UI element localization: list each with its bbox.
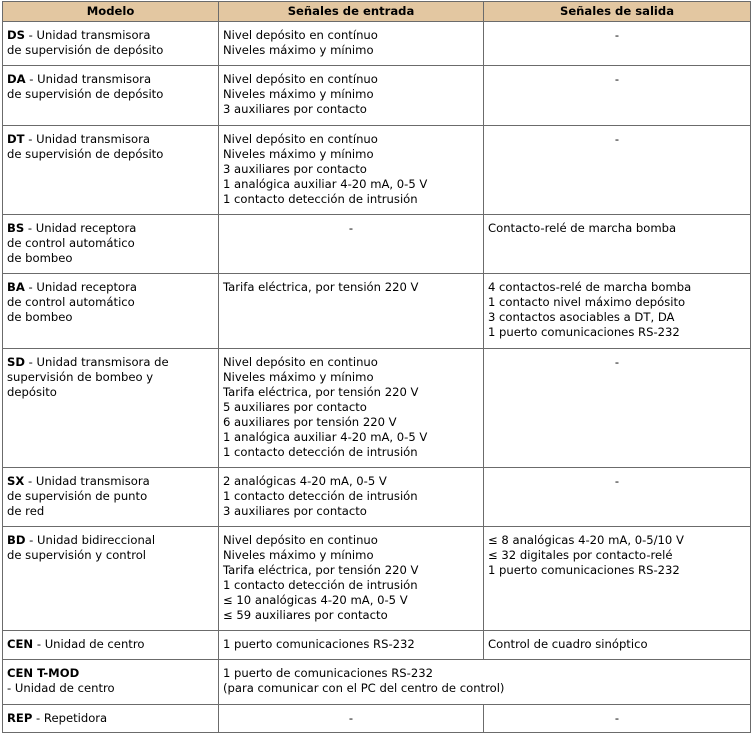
models-table: [2, 1, 751, 733]
model-description: - Unidad transmisora de supervisión de depósito: [7, 72, 164, 101]
model-description: - Unidad transmisora de supervisión de punto de red: [7, 474, 150, 518]
model-description: - Unidad bidireccional de supervisión y control: [7, 533, 156, 562]
table-row: [3, 631, 751, 660]
output-cell: -: [484, 66, 751, 126]
model-code: BD: [7, 533, 26, 547]
output-cell: -: [484, 705, 751, 733]
output-cell: -: [484, 468, 751, 527]
table-row: [3, 468, 751, 527]
model-cell: [3, 349, 219, 468]
input-cell: 1 puerto comunicaciones RS-232: [219, 631, 484, 660]
output-cell: Contacto-relé de marcha bomba: [484, 215, 751, 274]
input-cell: Nivel depósito en contínuo Niveles máximo y mínimo: [219, 22, 484, 66]
model-code: CEN: [7, 637, 34, 651]
model-description: - Unidad transmisora de supervisión de depósito: [7, 132, 164, 161]
output-cell: ≤ 8 analógicas 4-20 mA, 0-5/10 V ≤ 32 digitales por contacto-relé 1 puerto comunicaciones RS-232: [484, 527, 751, 631]
model-description: - Unidad transmisora de supervisión de depósito: [7, 28, 164, 57]
table-row: [3, 705, 751, 733]
input-cell: -: [219, 215, 484, 274]
model-cell: [3, 66, 219, 126]
input-cell: Nivel depósito en continuo Niveles máximo y mínimo Tarifa eléctrica, por tensión 220 V 1 contacto detección de intrusión ≤ 10 analógicas 4-20 mA, 0-5 V ≤ 59 auxiliares por contacto: [219, 527, 484, 631]
model-description: - Repetidora: [32, 711, 108, 725]
input-cell: -: [219, 705, 484, 733]
model-code: REP: [7, 711, 33, 725]
table-row: [3, 126, 751, 215]
model-cell: [3, 527, 219, 631]
model-code: DT: [7, 132, 25, 146]
model-description: - Unidad de centro: [7, 681, 115, 695]
header-senales-salida: Señales de salida: [484, 2, 751, 22]
input-cell: 2 analógicas 4-20 mA, 0-5 V 1 contacto detección de intrusión 3 auxiliares por contacto: [219, 468, 484, 527]
output-cell: Control de cuadro sinóptico: [484, 631, 751, 660]
model-cell: [3, 274, 219, 349]
model-description: - Unidad receptora de control automático de bombeo: [7, 280, 137, 324]
model-cell: [3, 215, 219, 274]
model-cell: [3, 705, 219, 733]
model-cell: [3, 468, 219, 527]
table-row: [3, 660, 751, 705]
table-row: [3, 527, 751, 631]
model-code: SD: [7, 355, 25, 369]
input-cell: Tarifa eléctrica, por tensión 220 V: [219, 274, 484, 349]
model-code: SX: [7, 474, 25, 488]
header-senales-entrada: Señales de entrada: [219, 2, 484, 22]
model-cell: [3, 631, 219, 660]
input-cell: Nivel depósito en contínuo Niveles máximo y mínimo 3 auxiliares por contacto: [219, 66, 484, 126]
model-description: - Unidad de centro: [33, 637, 145, 651]
table-row: [3, 349, 751, 468]
input-cell: Nivel depósito en contínuo Niveles máximo y mínimo 3 auxiliares por contacto 1 analógica auxiliar 4-20 mA, 0-5 V 1 contacto detección de intrusión: [219, 126, 484, 215]
output-cell: -: [484, 22, 751, 66]
output-cell: -: [484, 126, 751, 215]
table-row: [3, 215, 751, 274]
table-row: [3, 22, 751, 66]
model-description: - Unidad transmisora de supervisión de bombeo y depósito: [7, 355, 169, 399]
model-description: - Unidad receptora de control automático de bombeo: [7, 221, 137, 265]
model-code: CEN T-MOD: [7, 666, 80, 680]
model-cell: [3, 660, 219, 705]
model-cell: [3, 22, 219, 66]
table-row: [3, 274, 751, 349]
model-code: DA: [7, 72, 26, 86]
output-cell: 4 contactos-relé de marcha bomba 1 contacto nivel máximo depósito 3 contactos asociables a DT, DA 1 puerto comunicaciones RS-232: [484, 274, 751, 349]
input-cell: 1 puerto de comunicaciones RS-232 (para comunicar con el PC del centro de control): [219, 660, 751, 705]
table-row: [3, 66, 751, 126]
header-row: [3, 2, 751, 22]
model-cell: [3, 126, 219, 215]
output-cell: -: [484, 349, 751, 468]
model-code: BA: [7, 280, 25, 294]
model-code: BS: [7, 221, 25, 235]
input-cell: Nivel depósito en continuo Niveles máximo y mínimo Tarifa eléctrica, por tensión 220 V 5 auxiliares por contacto 6 auxiliares por tensión 220 V 1 analógica auxiliar 4-20 mA, 0-5 V 1 contacto detección de intrusión: [219, 349, 484, 468]
header-modelo: Modelo: [3, 2, 219, 22]
model-code: DS: [7, 28, 25, 42]
